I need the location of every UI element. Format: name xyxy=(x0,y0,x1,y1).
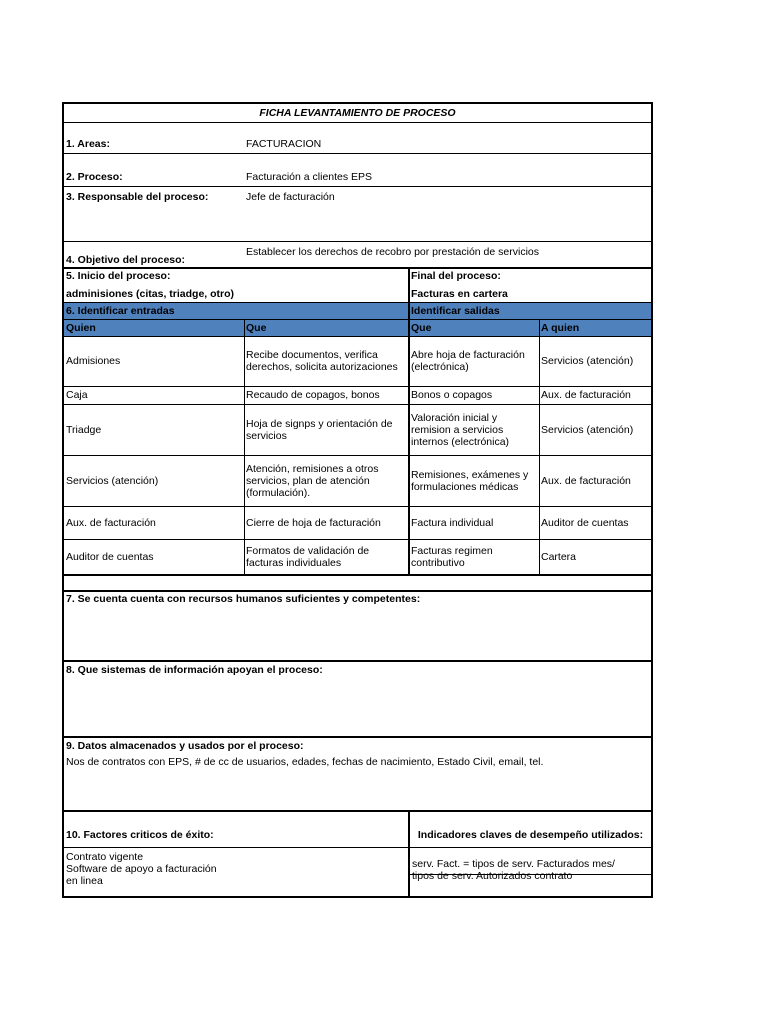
inicio-label: 5. Inicio del proceso: xyxy=(66,270,171,282)
row2-quien: Caja xyxy=(66,389,88,401)
q10-line-3: en linea xyxy=(66,875,103,887)
col-que-salida: Que xyxy=(411,322,432,334)
row2-que-entrada: Recaudo de copagos, bonos xyxy=(246,389,380,401)
row2-que-salida: Bonos o copagos xyxy=(411,389,493,401)
areas-value: FACTURACION xyxy=(246,138,322,150)
row4-que-salida: Remisiones, exámenes y formulaciones médicas xyxy=(411,468,529,493)
row6-quien: Auditor de cuentas xyxy=(66,550,154,563)
q9-value: Nos de contratos con EPS, # de cc de usuarios, edades, fechas de nacimiento, Estado Civil, email, tel. xyxy=(66,756,544,768)
row3-quien: Triadge xyxy=(66,423,102,436)
row1-quien: Admisiones xyxy=(66,355,121,367)
responsable-value: Jefe de facturación xyxy=(246,191,335,203)
row1-que-salida: Abre hoja de facturación (electrónica) xyxy=(411,349,525,373)
col-a-quien: A quien xyxy=(541,322,580,334)
objetivo-value: Establecer los derechos de recobro por prestación de servicios xyxy=(246,246,539,258)
row3-que-entrada: Hoja de signps y orientación de servicios xyxy=(246,417,393,442)
kpi-line-2: tipos de serv. Autorizados contrato xyxy=(412,870,573,882)
row5-que-entrada: Cierre de hoja de facturación xyxy=(246,516,381,529)
kpi-label: Indicadores claves de desempeño utilizados: xyxy=(417,829,644,841)
q9-label: 9. Datos almacenados y usados por el proceso: xyxy=(66,740,304,752)
proceso-value: Facturación a clientes EPS xyxy=(246,171,373,183)
row1-que-entrada: Recibe documentos, verifica derechos, solicita autorizaciones xyxy=(246,349,398,373)
row4-quien: Servicios (atención) xyxy=(66,474,159,487)
row3-que-salida: Valoración inicial y remision a servicios internos (electrónica) xyxy=(411,411,510,448)
row3-a-quien: Servicios (atención) xyxy=(541,423,634,436)
q10-label: 10. Factores criticos de éxito: xyxy=(66,829,214,841)
row5-que-salida: Factura individual xyxy=(411,516,494,529)
col-quien: Quien xyxy=(66,322,96,334)
final-value: Facturas en cartera xyxy=(411,288,508,300)
salidas-header: Identificar salidas xyxy=(411,305,500,317)
q7-label: 7. Se cuenta cuenta con recursos humanos suficientes y competentes: xyxy=(66,593,421,605)
q10-line-2: Software de apoyo a facturación xyxy=(66,863,217,875)
row5-quien: Aux. de facturación xyxy=(66,516,156,529)
objetivo-label: 4. Objetivo del proceso: xyxy=(66,254,186,266)
areas-label: 1. Areas: xyxy=(66,138,110,150)
kpi-line-1: serv. Fact. = tipos de serv. Facturados mes/ xyxy=(412,858,615,870)
q10-line-1: Contrato vigente xyxy=(66,851,144,863)
col-que-entrada: Que xyxy=(246,322,267,334)
form-title: FICHA LEVANTAMIENTO DE PROCESO xyxy=(259,107,456,119)
row6-a-quien: Cartera xyxy=(541,550,577,563)
row2-a-quien: Aux. de facturación xyxy=(541,389,631,401)
proceso-label: 2. Proceso: xyxy=(66,171,123,183)
row6-que-entrada: Formatos de validación de facturas individuales xyxy=(246,544,370,569)
row5-a-quien: Auditor de cuentas xyxy=(541,516,629,529)
q8-label: 8. Que sistemas de información apoyan el proceso: xyxy=(66,664,323,676)
entradas-header: 6. Identificar entradas xyxy=(66,305,175,317)
row6-que-salida: Facturas regimen contributivo xyxy=(411,544,493,569)
process-form-sheet xyxy=(62,102,653,898)
row4-a-quien: Aux. de facturación xyxy=(541,474,631,487)
inicio-value: adminisiones (citas, triadge, otro) xyxy=(66,288,235,300)
row1-a-quien: Servicios (atención) xyxy=(541,355,634,367)
final-label: Final del proceso: xyxy=(411,270,501,282)
responsable-label: 3. Responsable del proceso: xyxy=(66,191,209,203)
row4-que-entrada: Atención, remisiones a otros servicios, plan de atención (formulación). xyxy=(246,462,379,499)
